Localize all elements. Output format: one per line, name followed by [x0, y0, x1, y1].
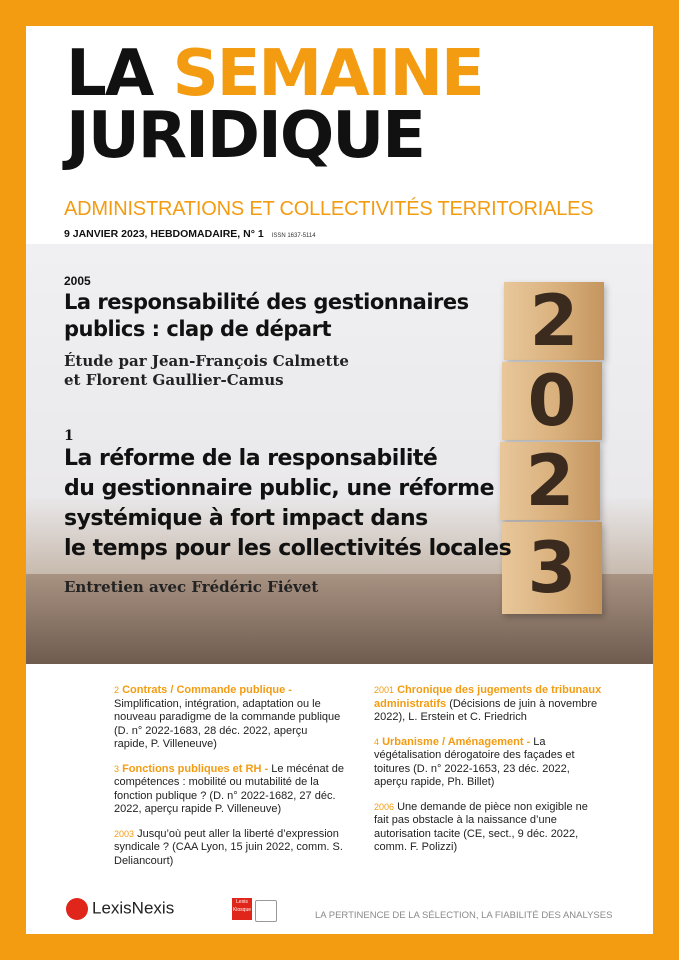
- cover-page: [26, 26, 653, 934]
- lead2-byline: Entretien avec Frédéric Fiévet: [64, 578, 319, 596]
- lexisnexis-logo[interactable]: [66, 898, 174, 920]
- lead1-title-line-2[interactable]: publics : clap de départ: [64, 317, 331, 341]
- lead1-byline-1: Étude par Jean-François Calmette: [64, 352, 349, 370]
- masthead-subtitle: ADMINISTRATIONS ET COLLECTIVITÉS TERRITORIALES: [64, 198, 594, 220]
- wood-block-2: 0: [502, 362, 602, 440]
- lead2-number: 1: [64, 428, 74, 444]
- lead1-title-line-1[interactable]: La responsabilité des gestionnaires: [64, 290, 469, 314]
- hero-image: [26, 244, 653, 664]
- masthead-line-1: [66, 37, 483, 111]
- lead1-number: 2005: [64, 274, 91, 288]
- wood-block-1: 2: [504, 282, 604, 360]
- kiosque-logo[interactable]: Lexis Kiosque: [232, 898, 252, 920]
- issue-date: 9 JANVIER 2023, HEBDOMADAIRE, N° 1: [64, 228, 264, 240]
- masthead-juridique: JURIDIQUE: [66, 99, 424, 173]
- masthead-la: LA: [66, 37, 153, 111]
- summary-item[interactable]: 2 Contrats / Commande publique - Simplification, intégration, adaptation ou le nouveau paradigme de la commande publique (D. n° 2022-1683, 28 déc. 2022, aperçu rapide, P. Villeneuve): [114, 684, 341, 750]
- lexisnexis-icon: [66, 898, 88, 920]
- summary-item[interactable]: 4 Urbanisme / Aménagement - La végétalisation dérogatoire des façades et toitures (D. n° 2022-1653, 23 déc. 2022, aperçu rapide, Ph. Billet): [374, 735, 575, 788]
- wood-block-4: 3: [502, 522, 602, 614]
- wood-block-3: 2: [500, 442, 600, 520]
- lead2-title-line-1[interactable]: La réforme de la responsabilité: [64, 446, 438, 471]
- summary-column-right: [374, 684, 604, 866]
- summary-item[interactable]: 2003 Jusqu’où peut aller la liberté d’expression syndicale ? (CAA Lyon, 15 juin 2022, comm. S. Deliancourt): [114, 827, 343, 867]
- devices-icon: [255, 900, 277, 922]
- issue-line: [64, 228, 316, 240]
- summary-item[interactable]: 3 Fonctions publiques et RH - Le mécénat de compétences : mobilité ou mutabilité de la fonction publique ? (D. n° 2022-1682, 27 déc. 2022, aperçu rapide P. Villeneuve): [114, 762, 344, 815]
- lead1-byline-2: et Florent Gaullier-Camus: [64, 371, 284, 389]
- summary-item[interactable]: 2006 Une demande de pièce non exigible ne fait pas obstacle à la naissance d’une autorisation tacite (CE, sect., 9 déc. 2022, comm. F. Polizzi): [374, 800, 588, 853]
- masthead-semaine: SEMAINE: [172, 37, 483, 111]
- lead2-title-line-4[interactable]: le temps pour les collectivités locales: [64, 536, 512, 561]
- lead2-title-line-3[interactable]: systémique à fort impact dans: [64, 506, 428, 531]
- lead2-title-line-2[interactable]: du gestionnaire public, une réforme: [64, 476, 494, 501]
- summary-column-left: [114, 684, 344, 879]
- tagline: LA PERTINENCE DE LA SÉLECTION, LA FIABILITÉ DES ANALYSES: [315, 910, 613, 921]
- issn: ISSN 1637-5114: [271, 233, 316, 239]
- summary-item[interactable]: 2001 Chronique des jugements de tribunaux administratifs (Décisions de juin à novembre 2022), L. Erstein et C. Friedrich: [374, 684, 602, 723]
- publisher-name: LexisNexis: [92, 898, 175, 918]
